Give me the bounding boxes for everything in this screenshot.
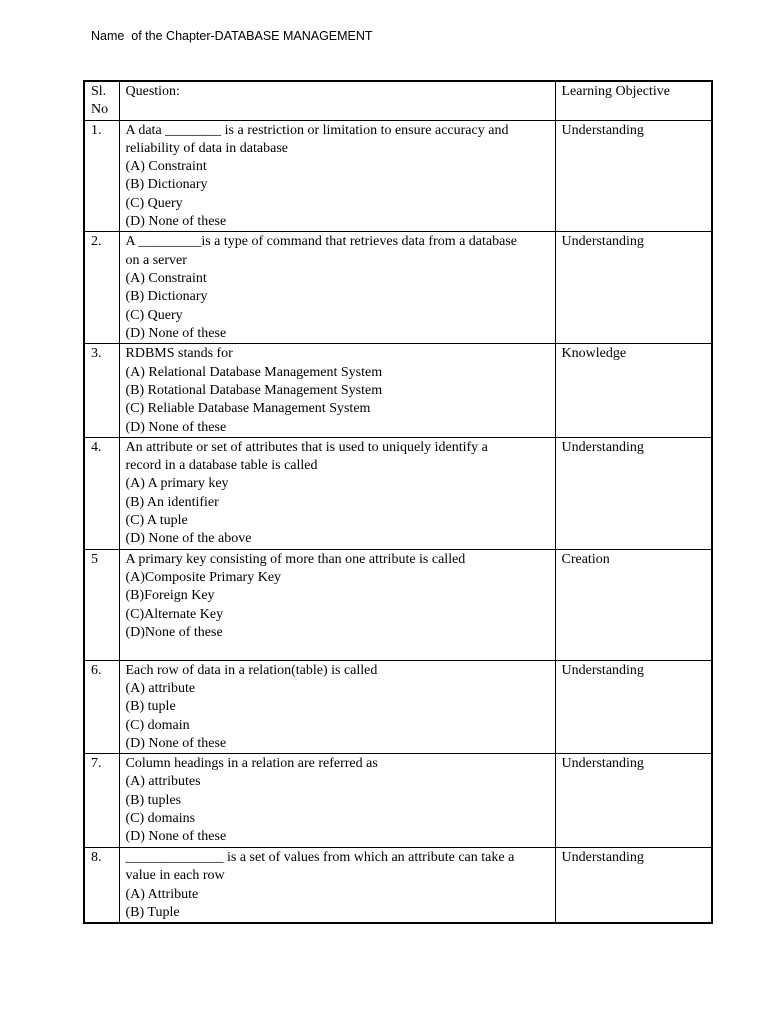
option-a: (A) Constraint: [125, 159, 207, 175]
header-learning-objective: Learning Objective: [555, 81, 712, 120]
row-question: [119, 344, 555, 437]
option-a: (A) A primary key: [125, 476, 229, 492]
question-table: [83, 80, 713, 924]
option-d: (D) None of these: [125, 829, 227, 845]
question-text: A primary key consisting of more than one attribute is called: [125, 551, 466, 567]
option-d: (D) None of these: [125, 419, 227, 435]
option-b: (B)Foreign Key: [125, 588, 215, 604]
row-question: [119, 754, 555, 848]
row-sl: 8.: [84, 848, 119, 924]
option-d: (D) None of these: [125, 214, 227, 230]
table-row: [84, 437, 712, 549]
header-sl-no: Sl. No: [84, 81, 119, 120]
row-objective: Understanding: [555, 754, 712, 848]
row-objective: Understanding: [555, 660, 712, 753]
question-text: on a server: [125, 252, 187, 268]
table-header-row: [84, 81, 712, 120]
option-b: (B) Dictionary: [125, 177, 208, 193]
option-c: (C) domains: [125, 811, 196, 827]
option-d: (D) None of these: [125, 325, 227, 341]
header-question: Question:: [119, 81, 555, 120]
option-d: (D) None of the above: [125, 531, 252, 547]
row-sl: 6.: [84, 660, 119, 753]
row-question: [119, 437, 555, 549]
question-text: A _________is a type of command that retrieves data from a database: [125, 234, 517, 250]
option-a: (A) attribute: [125, 680, 196, 696]
option-a: (A)Composite Primary Key: [125, 569, 282, 585]
option-d: (D) None of these: [125, 735, 227, 751]
option-c: (C) Reliable Database Management System: [125, 401, 371, 417]
table-row: [84, 848, 712, 924]
option-d: (D)None of these: [125, 624, 223, 640]
option-c: (C) A tuple: [125, 513, 188, 529]
row-objective: Understanding: [555, 848, 712, 924]
option-b: (B) An identifier: [125, 494, 219, 510]
question-text: A data ________ is a restriction or limitation to ensure accuracy and: [125, 122, 509, 138]
row-sl: 4.: [84, 437, 119, 549]
row-question: [119, 120, 555, 232]
question-text: reliability of data in database: [125, 140, 288, 156]
table-row: [84, 754, 712, 848]
option-a: (A) Relational Database Management System: [125, 364, 383, 380]
table-row: [84, 344, 712, 437]
row-objective: Understanding: [555, 437, 712, 549]
option-b: (B) tuples: [125, 792, 182, 808]
option-a: (A) Attribute: [125, 886, 199, 902]
row-objective: Knowledge: [555, 344, 712, 437]
question-text: An attribute or set of attributes that is used to uniquely identify a: [125, 439, 488, 455]
row-question: [119, 232, 555, 344]
question-text: Each row of data in a relation(table) is called: [125, 662, 378, 678]
option-a: (A) attributes: [125, 774, 201, 790]
option-c: (C) Query: [125, 307, 183, 323]
row-sl: 7.: [84, 754, 119, 848]
option-b: (B) Dictionary: [125, 289, 208, 305]
question-text: record in a database table is called: [125, 458, 318, 474]
table-row: [84, 120, 712, 232]
table-row: [84, 232, 712, 344]
option-a: (A) Constraint: [125, 270, 207, 286]
question-text: Column headings in a relation are referred as: [125, 756, 378, 772]
row-sl: 1.: [84, 120, 119, 232]
row-objective: Creation: [555, 549, 712, 660]
row-sl: 2.: [84, 232, 119, 344]
question-text: RDBMS stands for: [125, 346, 233, 362]
option-c: (C)Alternate Key: [125, 606, 224, 622]
row-objective: Understanding: [555, 232, 712, 344]
chapter-title: Name of the Chapter-DATABASE MANAGEMENT: [91, 29, 373, 43]
row-objective: Understanding: [555, 120, 712, 232]
table-row: [84, 660, 712, 753]
option-b: (B) tuple: [125, 699, 176, 715]
question-text: ______________ is a set of values from which an attribute can take a: [125, 850, 515, 866]
question-text: value in each row: [125, 868, 225, 884]
table-row: [84, 549, 712, 660]
row-sl: 5: [84, 549, 119, 660]
row-question: [119, 848, 555, 924]
option-b: (B) Rotational Database Management System: [125, 382, 383, 398]
row-question: [119, 549, 555, 660]
row-question: [119, 660, 555, 753]
option-c: (C) Query: [125, 195, 183, 211]
option-b: (B) Tuple: [125, 905, 180, 921]
row-sl: 3.: [84, 344, 119, 437]
option-c: (C) domain: [125, 717, 190, 733]
